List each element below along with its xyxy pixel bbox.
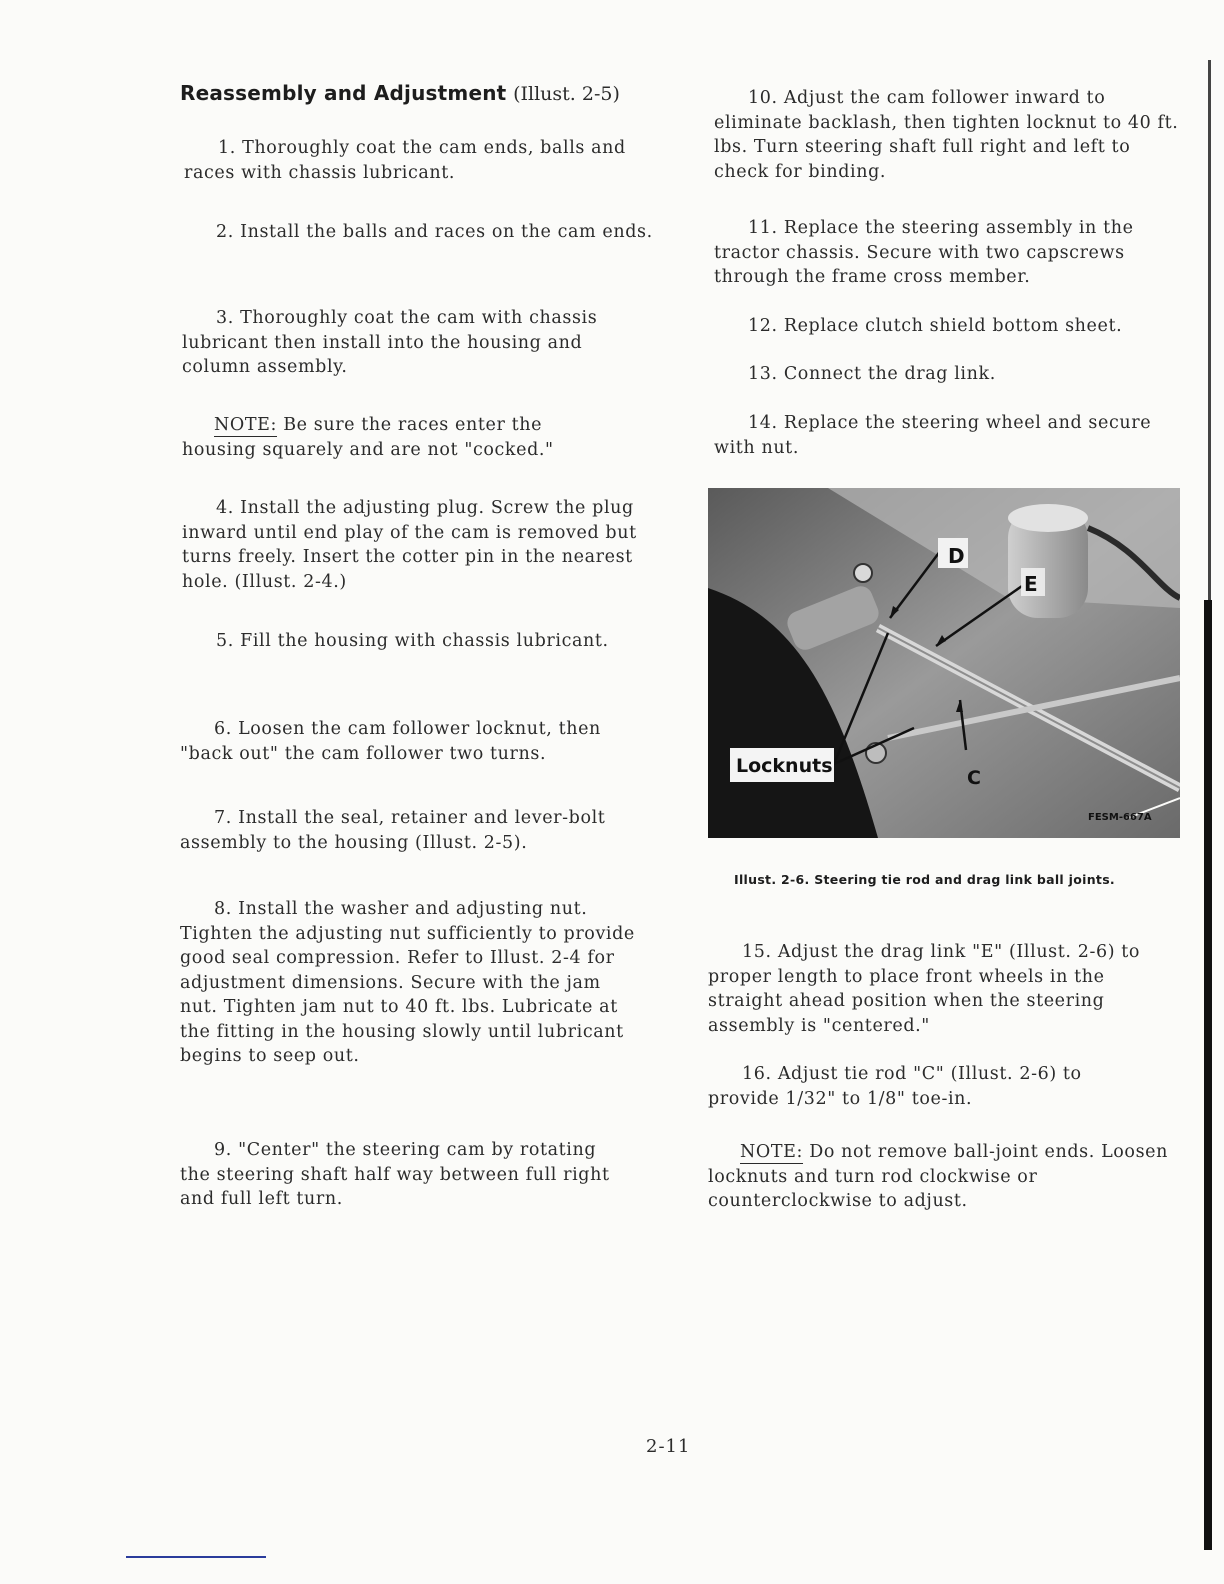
figure-illustration (708, 488, 1180, 838)
section-illustration-ref: (Illust. 2-5) (513, 83, 620, 105)
figure-code: FESM-667A (1088, 812, 1152, 823)
step-10: 10. Adjust the cam follower inward to eliminate backlash, then tighten locknut to 40 ft. lbs. Turn steering shaft full right and left to check for binding. (714, 88, 1179, 182)
bottom-rule (126, 1556, 266, 1558)
step-14: 14. Replace the steering wheel and secure with nut. (714, 413, 1152, 458)
step-15: 15. Adjust the drag link "E" (Illust. 2-6) to proper length to place front wheels in the straight ahead position when the steering assembly is "centered." (708, 942, 1141, 1036)
note-ball-joint: NOTE: Do not remove ball-joint ends. Loosen locknuts and turn rod clockwise or counterclockwise to adjust. (708, 1142, 1168, 1211)
page-edge-shadow (1208, 60, 1211, 600)
step-16: 16. Adjust tie rod "C" (Illust. 2-6) to provide 1/32" to 1/8" toe-in. (708, 1064, 1082, 1109)
step-7: 7. Install the seal, retainer and lever-bolt assembly to the housing (Illust. 2-5). (180, 808, 606, 853)
page-edge-bar (1204, 600, 1212, 1550)
section-title: Reassembly and Adjustment (180, 81, 507, 105)
figure-label-d: D (948, 544, 965, 568)
note-label: NOTE: (740, 1142, 804, 1162)
step-1: 1. Thoroughly coat the cam ends, balls and races with chassis lubricant. (184, 138, 626, 183)
figure-label-e: E (1024, 572, 1038, 596)
step-5: 5. Fill the housing with chassis lubricant. (216, 631, 609, 651)
step-9: 9. "Center" the steering cam by rotating the steering shaft half way between full right and full left turn. (180, 1140, 610, 1209)
step-2: 2. Install the balls and races on the cam ends. (216, 222, 653, 242)
figure-steering-tie-rod-photo (708, 488, 1180, 838)
page-number: 2-11 (646, 1436, 691, 1457)
step-12: 12. Replace clutch shield bottom sheet. (748, 316, 1123, 336)
figure-label-locknuts: Locknuts (736, 755, 833, 777)
step-13: 13. Connect the drag link. (748, 364, 996, 384)
note-label: NOTE: (214, 415, 278, 435)
step-4: 4. Install the adjusting plug. Screw the plug inward until end play of the cam is removed but turns freely. Insert the cotter pin in the nearest hole. (Illust. 2-4.) (182, 498, 637, 592)
figure-label-c: C (967, 767, 981, 789)
step-3: 3. Thoroughly coat the cam with chassis lubricant then install into the housing and column assembly. (182, 308, 598, 377)
step-6: 6. Loosen the cam follower locknut, then "back out" the cam follower two turns. (180, 719, 601, 764)
figure-caption: Illust. 2-6. Steering tie rod and drag link ball joints. (734, 872, 1115, 887)
note-races: NOTE: Be sure the races enter the housing squarely and are not "cocked." (182, 415, 554, 460)
section-heading (180, 78, 620, 109)
step-11: 11. Replace the steering assembly in the tractor chassis. Secure with two capscrews through the frame cross member. (714, 218, 1134, 287)
step-8: 8. Install the washer and adjusting nut. Tighten the adjusting nut sufficiently to provide good seal compression. Refer to Illust. 2-4 for adjustment dimensions. Secure with the jam nut. Tighten jam nut to 40 ft. lbs. Lubricate at the fitting in the housing slowly until lubricant begins to seep out. (180, 899, 635, 1066)
